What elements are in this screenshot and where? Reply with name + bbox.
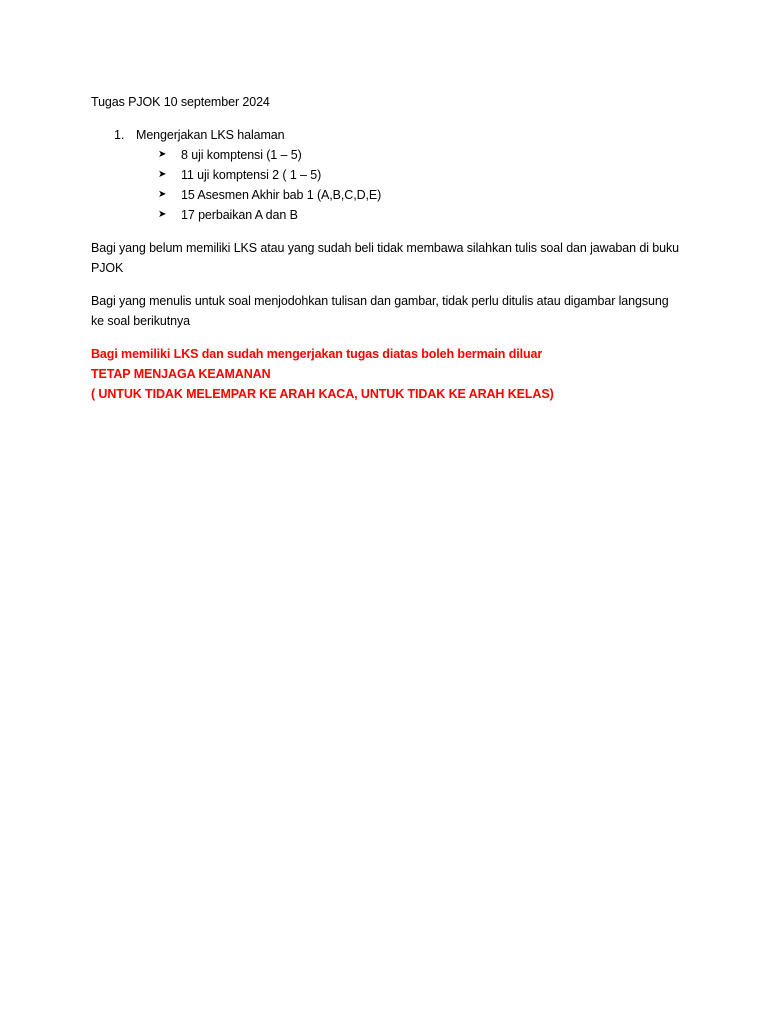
list-item: [158, 147, 381, 167]
instruction-paragraph-2: Bagi yang menulis untuk soal menjodohkan tulisan dan gambar, tidak perlu ditulis atau digambar langsung ke soal berikutnya: [91, 294, 669, 328]
arrowhead-bullet-icon: ➤: [158, 189, 167, 200]
list-item: [158, 207, 381, 227]
list-item-text: 11 uji komptensi 2 ( 1 – 5): [181, 168, 322, 182]
arrowhead-bullet-icon: ➤: [158, 209, 167, 220]
instruction-paragraph-1: Bagi yang belum memiliki LKS atau yang sudah beli tidak membawa silahkan tulis soal dan jawaban di buku PJOK: [91, 241, 679, 275]
list-item-label: Mengerjakan LKS halaman: [136, 128, 285, 142]
notice-line-2: TETAP MENJAGA KEAMANAN: [91, 367, 271, 381]
notice-line-3: ( UNTUK TIDAK MELEMPAR KE ARAH KACA, UNTUK TIDAK KE ARAH KELAS): [91, 387, 554, 401]
task-list-item-1: [114, 127, 285, 143]
arrowhead-bullet-icon: ➤: [158, 169, 167, 180]
sub-item-list: [158, 147, 381, 227]
list-item: [158, 187, 381, 207]
document-title: Tugas PJOK 10 september 2024: [91, 95, 270, 109]
arrowhead-bullet-icon: ➤: [158, 149, 167, 160]
notice-line-1: Bagi memiliki LKS dan sudah mengerjakan tugas diatas boleh bermain diluar: [91, 347, 543, 361]
list-number: 1.: [114, 128, 125, 142]
list-item-text: 15 Asesmen Akhir bab 1 (A,B,C,D,E): [181, 188, 382, 202]
list-item: [158, 167, 381, 187]
list-item-text: 17 perbaikan A dan B: [181, 208, 298, 222]
list-item-text: 8 uji komptensi (1 – 5): [181, 148, 302, 162]
